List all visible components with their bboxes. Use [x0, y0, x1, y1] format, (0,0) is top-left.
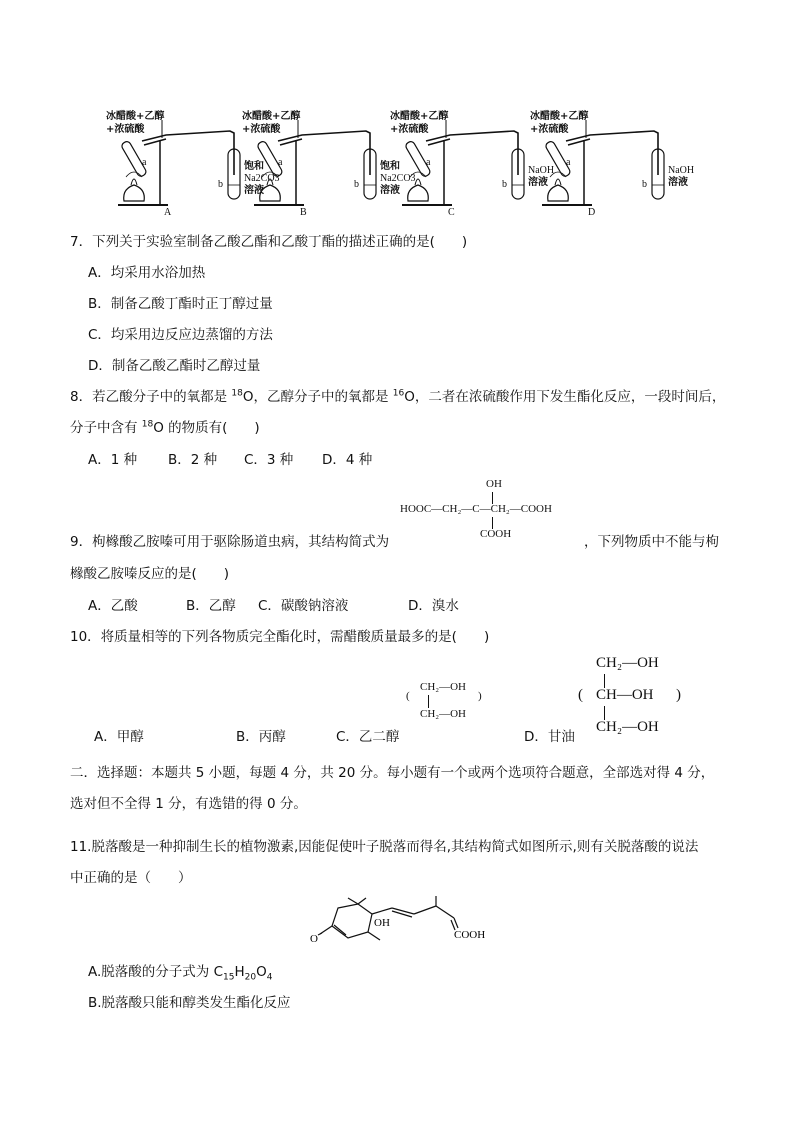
- q9-struct-oh: OH: [486, 478, 502, 490]
- solution-label-2: 溶液: [528, 177, 548, 188]
- q7-option-b: B．制备乙酸丁酯时正丁醇过量: [88, 296, 273, 312]
- reagent-label-2: +浓硫酸: [242, 124, 281, 135]
- q11-option-b: B.脱落酸只能和醇类发生酯化反应: [88, 995, 291, 1011]
- reagent-label-1: 冰醋酸+乙醇: [106, 111, 165, 122]
- q7-option-c: C．均采用边反应边蒸馏的方法: [88, 327, 273, 343]
- q8-option-c: C．3 种: [244, 452, 294, 468]
- delivery-tube: [142, 131, 234, 175]
- q9-option-a: A．乙酸: [88, 598, 138, 614]
- q9-struct-main: HOOC—CH₂—C—CH₂—COOH: [400, 503, 552, 515]
- reagent-label-2: +浓硫酸: [390, 124, 429, 135]
- delivery-tube: [278, 131, 370, 175]
- label-a: a: [566, 157, 571, 168]
- label-a: a: [426, 157, 431, 168]
- reagent-label-2: +浓硫酸: [106, 124, 145, 135]
- apparatus-letter: D: [588, 207, 596, 218]
- q10-glycerol-bond1: [604, 674, 605, 688]
- apparatus-letter: A: [164, 207, 172, 218]
- flame: [555, 179, 561, 185]
- apparatus-svg: [524, 105, 695, 218]
- flame: [131, 179, 137, 185]
- q8-stem-line2: 分子中含有 $^{18}$O 的物质有( ): [70, 419, 260, 436]
- q9-option-d: D．溴水: [408, 598, 459, 614]
- q10-glycerol-paren-right: ): [676, 687, 681, 703]
- flame: [415, 179, 421, 185]
- abscisic-cooh-label: COOH: [454, 929, 486, 941]
- solution-label-2: Na2CO3: [244, 173, 280, 184]
- label-b: b: [502, 179, 507, 190]
- label-b: b: [354, 179, 359, 190]
- solution-label-1: 饱和: [380, 161, 400, 172]
- q10-stem: 10．将质量相等的下列各物质完全酯化时，需醋酸质量最多的是( ): [70, 629, 490, 645]
- q10-option-c: C．乙二醇: [336, 729, 400, 745]
- q10-option-d: D．甘油: [524, 729, 575, 745]
- q9-option-b: B．乙醇: [186, 598, 236, 614]
- q10-option-a: A．甲醇: [94, 729, 144, 745]
- label-a: a: [142, 157, 147, 168]
- q11-stem-line2: 中正确的是（ ）: [70, 870, 192, 886]
- q9-stem-b: ，下列物质中不能与枸: [584, 534, 719, 550]
- reagent-label-2: +浓硫酸: [530, 124, 569, 135]
- q11-option-a: A.脱落酸的分子式为 $C_{15}H_{20}O_4$: [88, 964, 273, 983]
- reagent-label-1: 冰醋酸+乙醇: [242, 111, 301, 122]
- apparatus-B: [236, 105, 416, 218]
- solution-label-1: NaOH: [528, 165, 555, 176]
- solution-label-3: 溶液: [244, 185, 264, 196]
- q10-glycerol-paren-left: (: [578, 687, 583, 703]
- q10-glycol-paren-right: ): [478, 690, 482, 702]
- solution-label-3: 溶液: [380, 185, 400, 196]
- label-a: a: [278, 157, 283, 168]
- delivery-tube: [566, 131, 658, 175]
- q7-option-d: D．制备乙酸乙酯时乙醇过量: [88, 358, 261, 374]
- q7-option-a: A．均采用水浴加热: [88, 265, 206, 281]
- q8-option-d: D．4 种: [322, 452, 373, 468]
- abscisic-acid-structure: [296, 892, 516, 952]
- q8-option-a: A．1 种: [88, 452, 138, 468]
- section2-line1: 二．选择题：本题共 5 小题，每题 4 分，共 20 分。每小题有一个或两个选项符合题意，全部选对得 4 分，: [70, 765, 715, 781]
- section2-line2: 选对但不全得 1 分，有选错的得 0 分。: [70, 796, 307, 812]
- reagent-label-1: 冰醋酸+乙醇: [390, 111, 449, 122]
- label-b: b: [642, 179, 647, 190]
- flame: [267, 179, 273, 185]
- q8-stem-line1: 8．若乙酸分子中的氧都是 $^{18}$O，乙醇分子中的氧都是 $^{16}$O，二者在浓硫酸作用下发生酯化反应，一段时间后，: [70, 388, 726, 405]
- q10-glycol-bond: [428, 695, 429, 708]
- abscisic-o-label: O: [310, 933, 318, 945]
- reagent-label-1: 冰醋酸+乙醇: [530, 111, 589, 122]
- q9-option-c: C．碳酸钠溶液: [258, 598, 349, 614]
- apparatus-svg: [236, 105, 416, 218]
- solution-label-1: 饱和: [244, 161, 264, 172]
- q10-glycerol-line2: CH—OH: [596, 687, 654, 703]
- q10-glycol-line2: CH₂—OH: [420, 708, 467, 720]
- solution-label-1: NaOH: [668, 165, 695, 176]
- q10-glycol-paren-left: (: [406, 690, 410, 702]
- delivery-tube: [426, 131, 518, 175]
- alcohol-lamp: [548, 185, 569, 201]
- alcohol-lamp: [408, 185, 429, 201]
- solution-label-2: Na2CO3: [380, 173, 416, 184]
- alcohol-lamp: [260, 185, 281, 201]
- q11-stem-line1: 11.脱落酸是一种抑制生长的植物激素,因能促使叶子脱落而得名,其结构简式如图所示,则有关脱落酸的说法: [70, 839, 699, 855]
- solution-label-2: 溶液: [668, 177, 688, 188]
- q10-glycerol-line3: CH₂—OH: [596, 719, 659, 735]
- q7-stem: 7．下列关于实验室制备乙酸乙酯和乙酸丁酯的描述正确的是( ): [70, 234, 468, 250]
- q9-stem-a: 9．枸橼酸乙胺嗪可用于驱除肠道虫病，其结构简式为: [70, 534, 390, 550]
- q10-glycerol-line1: CH₂—OH: [596, 655, 659, 671]
- abscisic-oh-label: OH: [374, 917, 390, 929]
- alcohol-lamp: [124, 185, 145, 201]
- q9-struct-cooh: COOH: [480, 528, 512, 540]
- label-b: b: [218, 179, 223, 190]
- apparatus-letter: C: [448, 207, 455, 218]
- q10-glycol-line1: CH₂—OH: [420, 681, 467, 693]
- q8-option-b: B．2 种: [168, 452, 218, 468]
- q9-stem-c: 橼酸乙胺嗪反应的是( ): [70, 566, 230, 582]
- q10-option-b: B．丙醇: [236, 729, 286, 745]
- apparatus-D: [524, 105, 695, 218]
- q10-glycerol-bond2: [604, 706, 605, 720]
- apparatus-letter: B: [300, 207, 307, 218]
